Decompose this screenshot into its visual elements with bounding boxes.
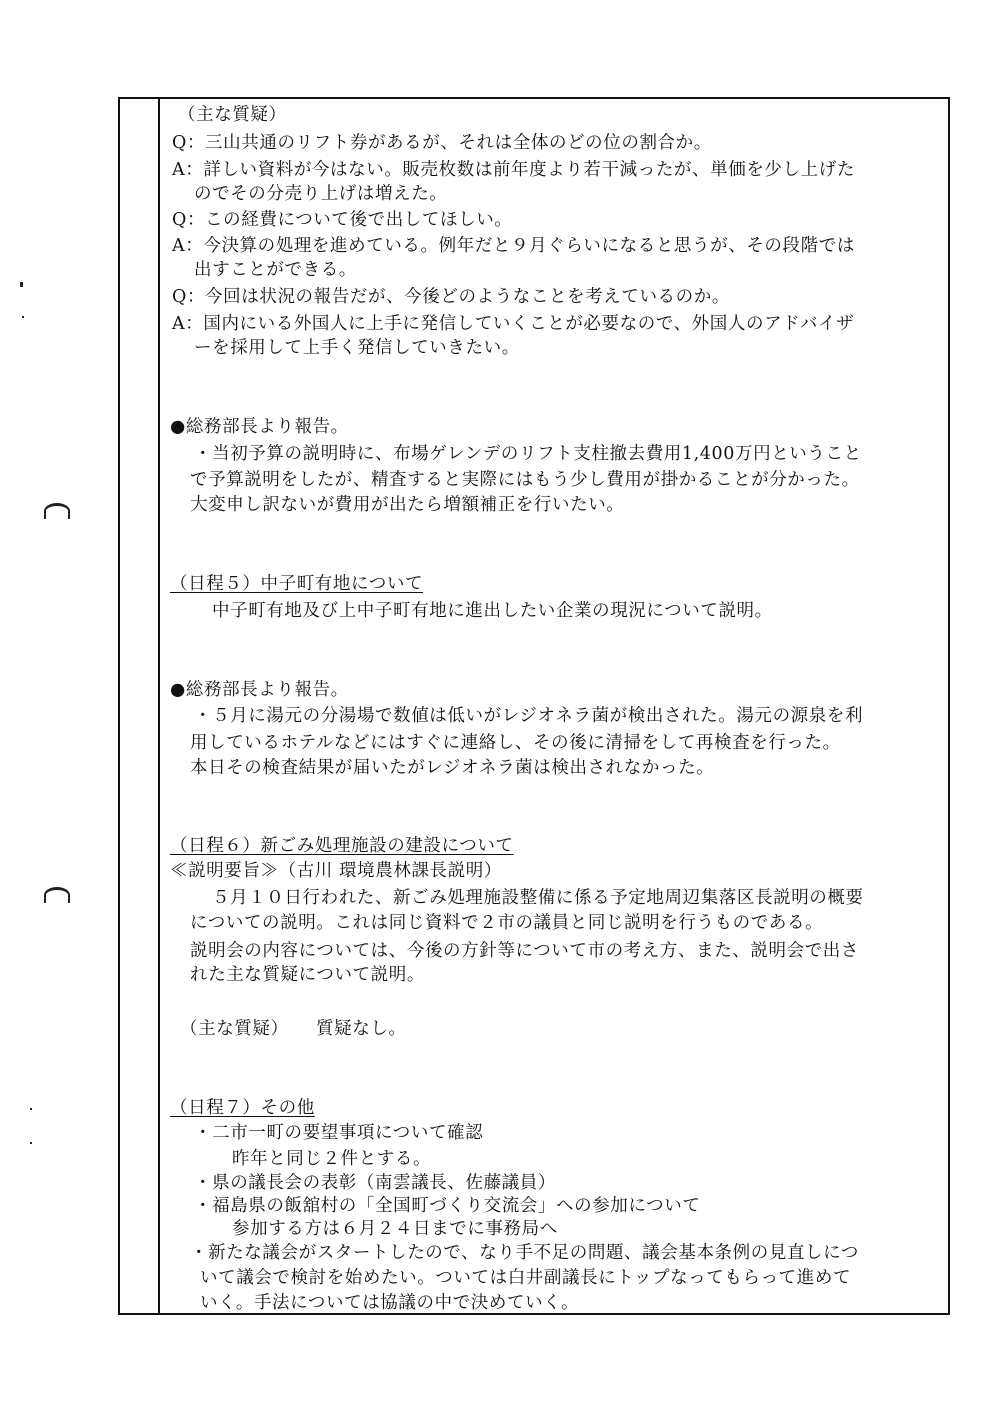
other-item: いて議会で検討を始めたい。ついては白井副議長にトップなってもらって進めて (200, 1268, 852, 1288)
explanation-line: れた主な質疑について説明。 (190, 965, 425, 985)
explanation-line: ５月１０日行われた、新ごみ処理施設整備に係る予定地周辺集落区長説明の概要 (212, 888, 864, 908)
report-heading: ●総務部長より報告。 (170, 417, 349, 437)
agenda-heading-5: （日程５）中子町有地について (170, 574, 424, 594)
scan-mark (30, 1142, 32, 1144)
other-item: ・二市一町の要望事項について確認 (194, 1123, 484, 1143)
section-heading: （主な質疑） (178, 105, 287, 125)
table-column-divider (158, 97, 160, 1315)
other-item: ・福島県の飯舘村の「全国町づくり交流会」への参加について (194, 1196, 701, 1216)
question-line: Q：今回は状況の報告だが、今後どのようなことを考えているのか。 (172, 287, 730, 307)
answer-line: A：今決算の処理を進めている。例年だと９月ぐらいになると思うが、その段階では (172, 236, 855, 256)
other-item: ・県の議長会の表彰（南雲議長、佐藤議員） (194, 1173, 556, 1193)
agenda-heading-6: （日程６）新ごみ処理施設の建設について (170, 836, 514, 856)
explanation-heading: ≪説明要旨≫（古川 環境農林課長説明） (170, 861, 502, 881)
agenda-heading-7: （日程７）その他 (170, 1098, 315, 1118)
answer-line: ーを採用して上手く発信していきたい。 (194, 338, 520, 358)
explanation-line: 説明会の内容については、今後の方針等について市の考え方、また、説明会で出さ (190, 941, 859, 961)
report-line: ・当初予算の説明時に、布場ゲレンデのリフト支柱撤去費用1,400万円ということ (194, 444, 862, 464)
answer-line: 出すことができる。 (194, 260, 357, 280)
agenda-text: 中子町有地及び上中子町有地に進出したい企業の現況について説明。 (212, 601, 773, 621)
report-line: 本日その検査結果が届いたがレジオネラ菌は検出されなかった。 (190, 758, 715, 778)
answer-line: A：国内にいる外国人に上手に発信していくことが必要なので、外国人のアドバイザ (172, 314, 855, 334)
answer-line: A：詳しい資料が今はない。販売枚数は前年度より若干減ったが、単価を少し上げた (172, 160, 855, 180)
report-line: ・５月に湯元の分湯場で数値は低いがレジオネラ菌が検出された。湯元の源泉を利 (194, 706, 864, 726)
question-line: Q：この経費について後で出してほしい。 (172, 210, 513, 230)
question-line: Q：三山共通のリフト券があるが、それは全体のどの位の割合か。 (172, 133, 712, 153)
scan-mark (20, 282, 23, 287)
report-line: 用しているホテルなどにはすぐに連絡し、その後に清掃をして再検査を行った。 (190, 733, 841, 753)
report-heading: ●総務部長より報告。 (170, 680, 349, 700)
scan-mark (22, 316, 24, 318)
scan-mark (30, 1108, 32, 1110)
binder-hole-mark (44, 887, 70, 903)
explanation-line: についての説明。これは同じ資料で２市の議員と同じ説明を行うものである。 (190, 913, 824, 933)
answer-line: のでその分売り上げは増えた。 (194, 184, 448, 204)
other-item: ・新たな議会がスタートしたので、なり手不足の問題、議会基本条例の見直しにつ (190, 1243, 859, 1263)
qa-summary: （主な質疑） 質疑なし。 (180, 1019, 407, 1039)
report-line: 大変申し訳ないが費用が出たら増額補正を行いたい。 (190, 495, 625, 515)
other-item-detail: 参加する方は６月２４日までに事務局へ (232, 1219, 558, 1239)
other-item: いく。手法については協議の中で決めていく。 (200, 1293, 580, 1313)
binder-hole-mark (44, 503, 70, 519)
other-item-detail: 昨年と同じ２件とする。 (232, 1149, 432, 1169)
report-line: で予算説明をしたが、精査すると実際にはもう少し費用が掛かることが分かった。 (190, 470, 860, 490)
